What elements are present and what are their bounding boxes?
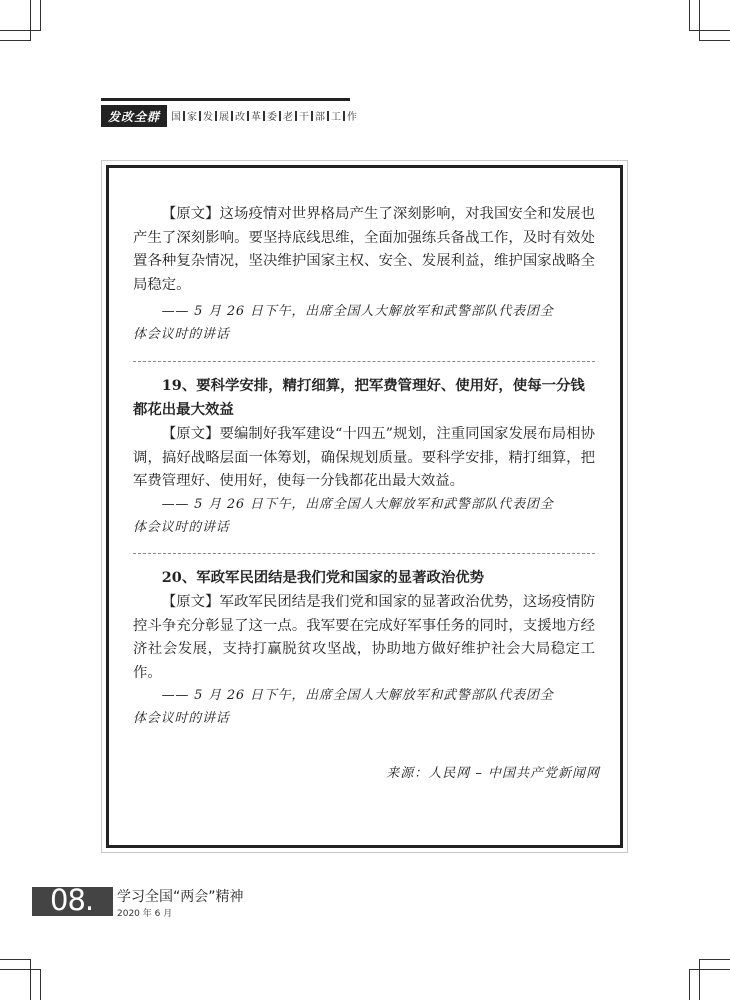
original-text-18: 【原文】这场疫情对世界格局产生了深刻影响，对我国安全和发展也产生了深刻影响。要坚持底线思维，全面加强练兵备战工作，及时有效处置各种复杂情况，坚决维护国家主权、安全、发展利益，维护国家战略全局稳定。 xyxy=(133,206,595,293)
crop-mark xyxy=(30,959,31,1000)
original-text-19: 【原文】要编制好我军建设“十四五”规划，注重同国家发展布局相协调，搞好战略层面一体筹划，确保规划质量。要科学安排，精打细算，把军费管理好、使用好，使每一分钱都花出最大效益。 xyxy=(133,426,595,489)
crop-mark xyxy=(689,969,730,970)
crop-mark xyxy=(40,969,41,1000)
crop-mark xyxy=(0,30,41,31)
subtitle-char: 革 xyxy=(245,108,261,123)
subtitle-char: 委 xyxy=(261,108,277,123)
crop-mark xyxy=(30,0,31,41)
footer-divider xyxy=(112,887,113,916)
subtitle-char: 干 xyxy=(293,108,309,123)
dashed-divider xyxy=(133,553,595,554)
crop-mark xyxy=(0,969,41,970)
crop-mark xyxy=(699,0,700,41)
crop-mark xyxy=(699,959,700,1000)
heading-20: 20、军政军民团结是我们党和国家的显著政治优势 xyxy=(161,569,485,586)
subtitle-char: 改 xyxy=(229,108,245,123)
subtitle-char: 发 xyxy=(197,108,213,123)
crop-mark xyxy=(689,0,690,31)
original-text-20: 【原文】军政军民团结是我们党和国家的显著政治优势，这场疫情防控斗争充分彰显了这一点。我军要在完成好军事任务的同时，支援地方经济社会发展，支持打赢脱贫攻坚战，协助地方做好维护社会大局稳定工作。 xyxy=(133,594,595,681)
section-subtitle xyxy=(171,108,357,123)
attribution-line: —— 5 月 26 日下午，出席全国人大解放军和武警部队代表团全 xyxy=(161,304,554,319)
page-number: 08. xyxy=(50,883,94,917)
attribution-line: —— 5 月 26 日下午，出席全国人大解放军和武警部队代表团全 xyxy=(161,497,554,512)
crop-mark xyxy=(0,40,31,41)
attribution-line: 体会议时的讲话 xyxy=(133,520,230,535)
attribution-line: —— 5 月 26 日下午，出席全国人大解放军和武警部队代表团全 xyxy=(161,688,554,703)
crop-mark xyxy=(689,969,690,1000)
source-credit: 来源：人民网 – 中国共产党新闻网 xyxy=(386,766,600,781)
attribution-line: 体会议时的讲话 xyxy=(133,327,230,342)
subtitle-char: 作 xyxy=(341,108,357,123)
heading-19: 19、要科学安排，精打细算，把军费管理好、使用好，使每一分钱都花出最大效益 xyxy=(133,377,585,418)
crop-mark xyxy=(0,959,31,960)
subtitle-char: 国 xyxy=(171,112,181,123)
section-badge: 发改全群 xyxy=(101,105,167,127)
issue-date: 2020 年 6 月 xyxy=(117,909,173,919)
subtitle-char: 展 xyxy=(213,108,229,123)
attribution-line: 体会议时的讲话 xyxy=(133,711,230,726)
crop-mark xyxy=(689,30,730,31)
header-rule xyxy=(101,98,350,101)
crop-mark xyxy=(699,40,730,41)
magazine-title: 学习全国“两会”精神 xyxy=(117,889,244,905)
subtitle-char: 部 xyxy=(309,108,325,123)
subtitle-char: 家 xyxy=(181,108,197,123)
crop-mark xyxy=(40,0,41,31)
subtitle-char: 老 xyxy=(277,108,293,123)
subtitle-char: 工 xyxy=(325,108,341,123)
dashed-divider xyxy=(133,361,595,362)
crop-mark xyxy=(699,959,730,960)
